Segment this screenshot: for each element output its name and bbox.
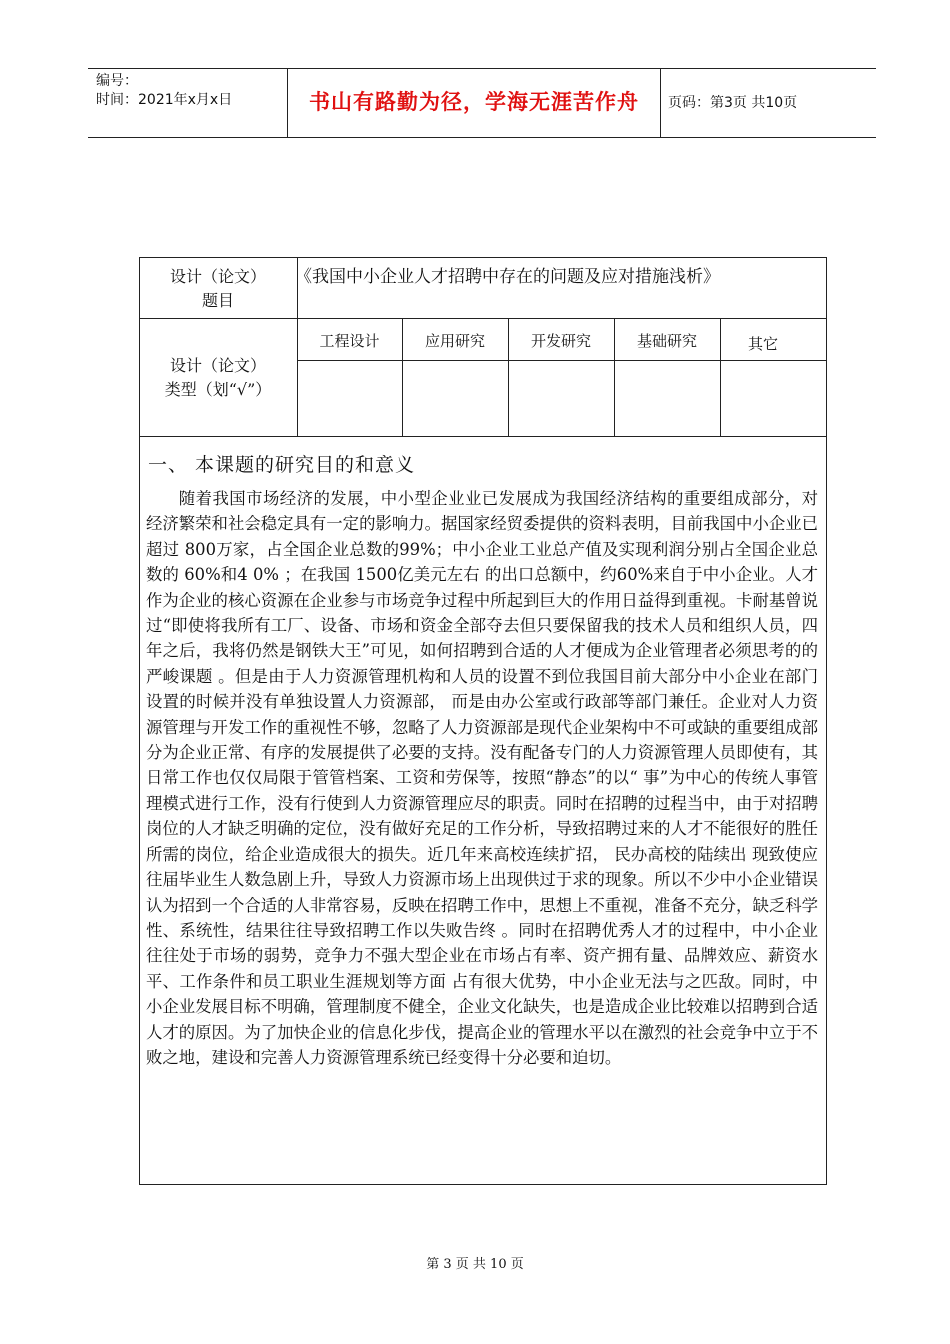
- title-label: [139, 265, 297, 313]
- type-check-cell-engineering[interactable]: [298, 361, 402, 436]
- header-meta: [96, 72, 232, 110]
- header-motto: 书山有路勤为径，学海无涯苦作舟: [309, 90, 639, 114]
- type-option-basic: 基础研究: [636, 332, 697, 350]
- form-rule-type-bottom: [139, 436, 827, 437]
- document-number-label: 编号：: [96, 73, 138, 89]
- type-option-other: 其它: [747, 335, 778, 353]
- type-option-engineering: 工程设计: [319, 332, 380, 350]
- type-label-line1: 设计（论文）: [169, 356, 266, 375]
- header-bottom-rule: [88, 137, 876, 138]
- header-top-rule: [88, 68, 876, 69]
- type-option-applied: 应用研究: [424, 332, 485, 350]
- type-label-line2: 类型（划“√”）: [164, 380, 272, 399]
- title-label-line1: 设计（论文）: [169, 267, 266, 286]
- form-rule-title-bottom: [139, 318, 827, 319]
- section-heading: 一、 本课题的研究目的和意义: [148, 454, 416, 476]
- type-check-cell-other[interactable]: [721, 361, 826, 436]
- type-option-development: 开发研究: [530, 332, 591, 350]
- document-time-label: 时间：2021年x月x日: [96, 92, 233, 108]
- header-divider-right: [660, 68, 661, 137]
- type-check-cell-development[interactable]: [509, 361, 614, 436]
- type-check-cell-basic[interactable]: [615, 361, 720, 436]
- type-check-cell-applied[interactable]: [403, 361, 508, 436]
- header-page-info: 页码：第3页 共10页: [668, 95, 798, 111]
- page-footer: 第 3 页 共 10 页: [426, 1257, 524, 1272]
- section-paragraph: 随着我国市场经济的发展，中小型企业业已发展成为我国经济结构的重要组成部分，对经济繁荣和社会稳定具有一定的影响力。据国家经贸委提供的资料表明，目前我国中小企业已超过 800万家，占全国企业总数的99%；中小企业工业总产值及实现利润分别占全国企业总数的 60%和4 0% ；在我国 1500亿美元左右 的出口总额中，约60%来自于中小企业。人才作为企业的核心资源在企业参与市场竞争过程中所起到巨大的作用日益得到重视。卡耐基曾说过“即使将我所有工厂、设备、市场和资金全部夺去但只要保留我的技术人员和组织人员，四年之后，我将仍然是钢铁大王”可见，如何招聘到合适的人才便成为企业管理者必须思考的的严峻课题 。但是由于人力资源管理机构和人员的设置不到位我国目前大部分中小企业在部门设置的时候并没有单独设置人力资源部， 而是由办公室或行政部等部门兼任。企业对人力资源管理与开发工作的重视性不够，忽略了人力资源部是现代企业架构中不可或缺的重要组成部分为企业正常、有序的发展提供了必要的支持。没有配备专门的人力资源管理人员即使有，其日常工作也仅仅局限于管管档案、工资和劳保等，按照“静态”的以“ 事”为中心的传统人事管理模式进行工作，没有行使到人力资源管理应尽的职责。同时在招聘的过程当中，由于对招聘岗位的人才缺乏明确的定位，没有做好充足的工作分析，导致招聘过来的人才不能很好的胜任所需的岗位，给企业造成很大的损失。近几年来高校连续扩招， 民办高校的陆续出 现致使应往届毕业生人数急剧上升，导致人力资源市场上出现供过于求的现象。所以不少中小企业错误认为招到一个合适的人非常容易，反映在招聘工作中，思想上不重视，准备不充分，缺乏科学性、系统性，结果往往导致招聘工作以失败告终 。同时在招聘优秀人才的过程中，中小企业往往处于市场的弱势，竞争力不强大型企业在市场占有率、资产拥有量、品牌效应、薪资水平、工作条件和员工职业生涯规划等方面 占有很大优势，中小企业无法与之匹敌。同时，中小企业发展目标不明确，管理制度不健全，企业文化缺失，也是造成企业比较难以招聘到合适人才的原因。为了加快企业的信息化步伐，提高企业的管理水平以在激烈的社会竞争中立于不败之地，建设和完善人力资源管理系统已经变得十分必要和迫切。: [146, 489, 819, 1067]
- title-label-line2: 题目: [201, 291, 234, 310]
- thesis-title: 《我国中小企业人才招聘中存在的问题及应对措施浅析》: [295, 267, 720, 287]
- type-label: [139, 354, 297, 402]
